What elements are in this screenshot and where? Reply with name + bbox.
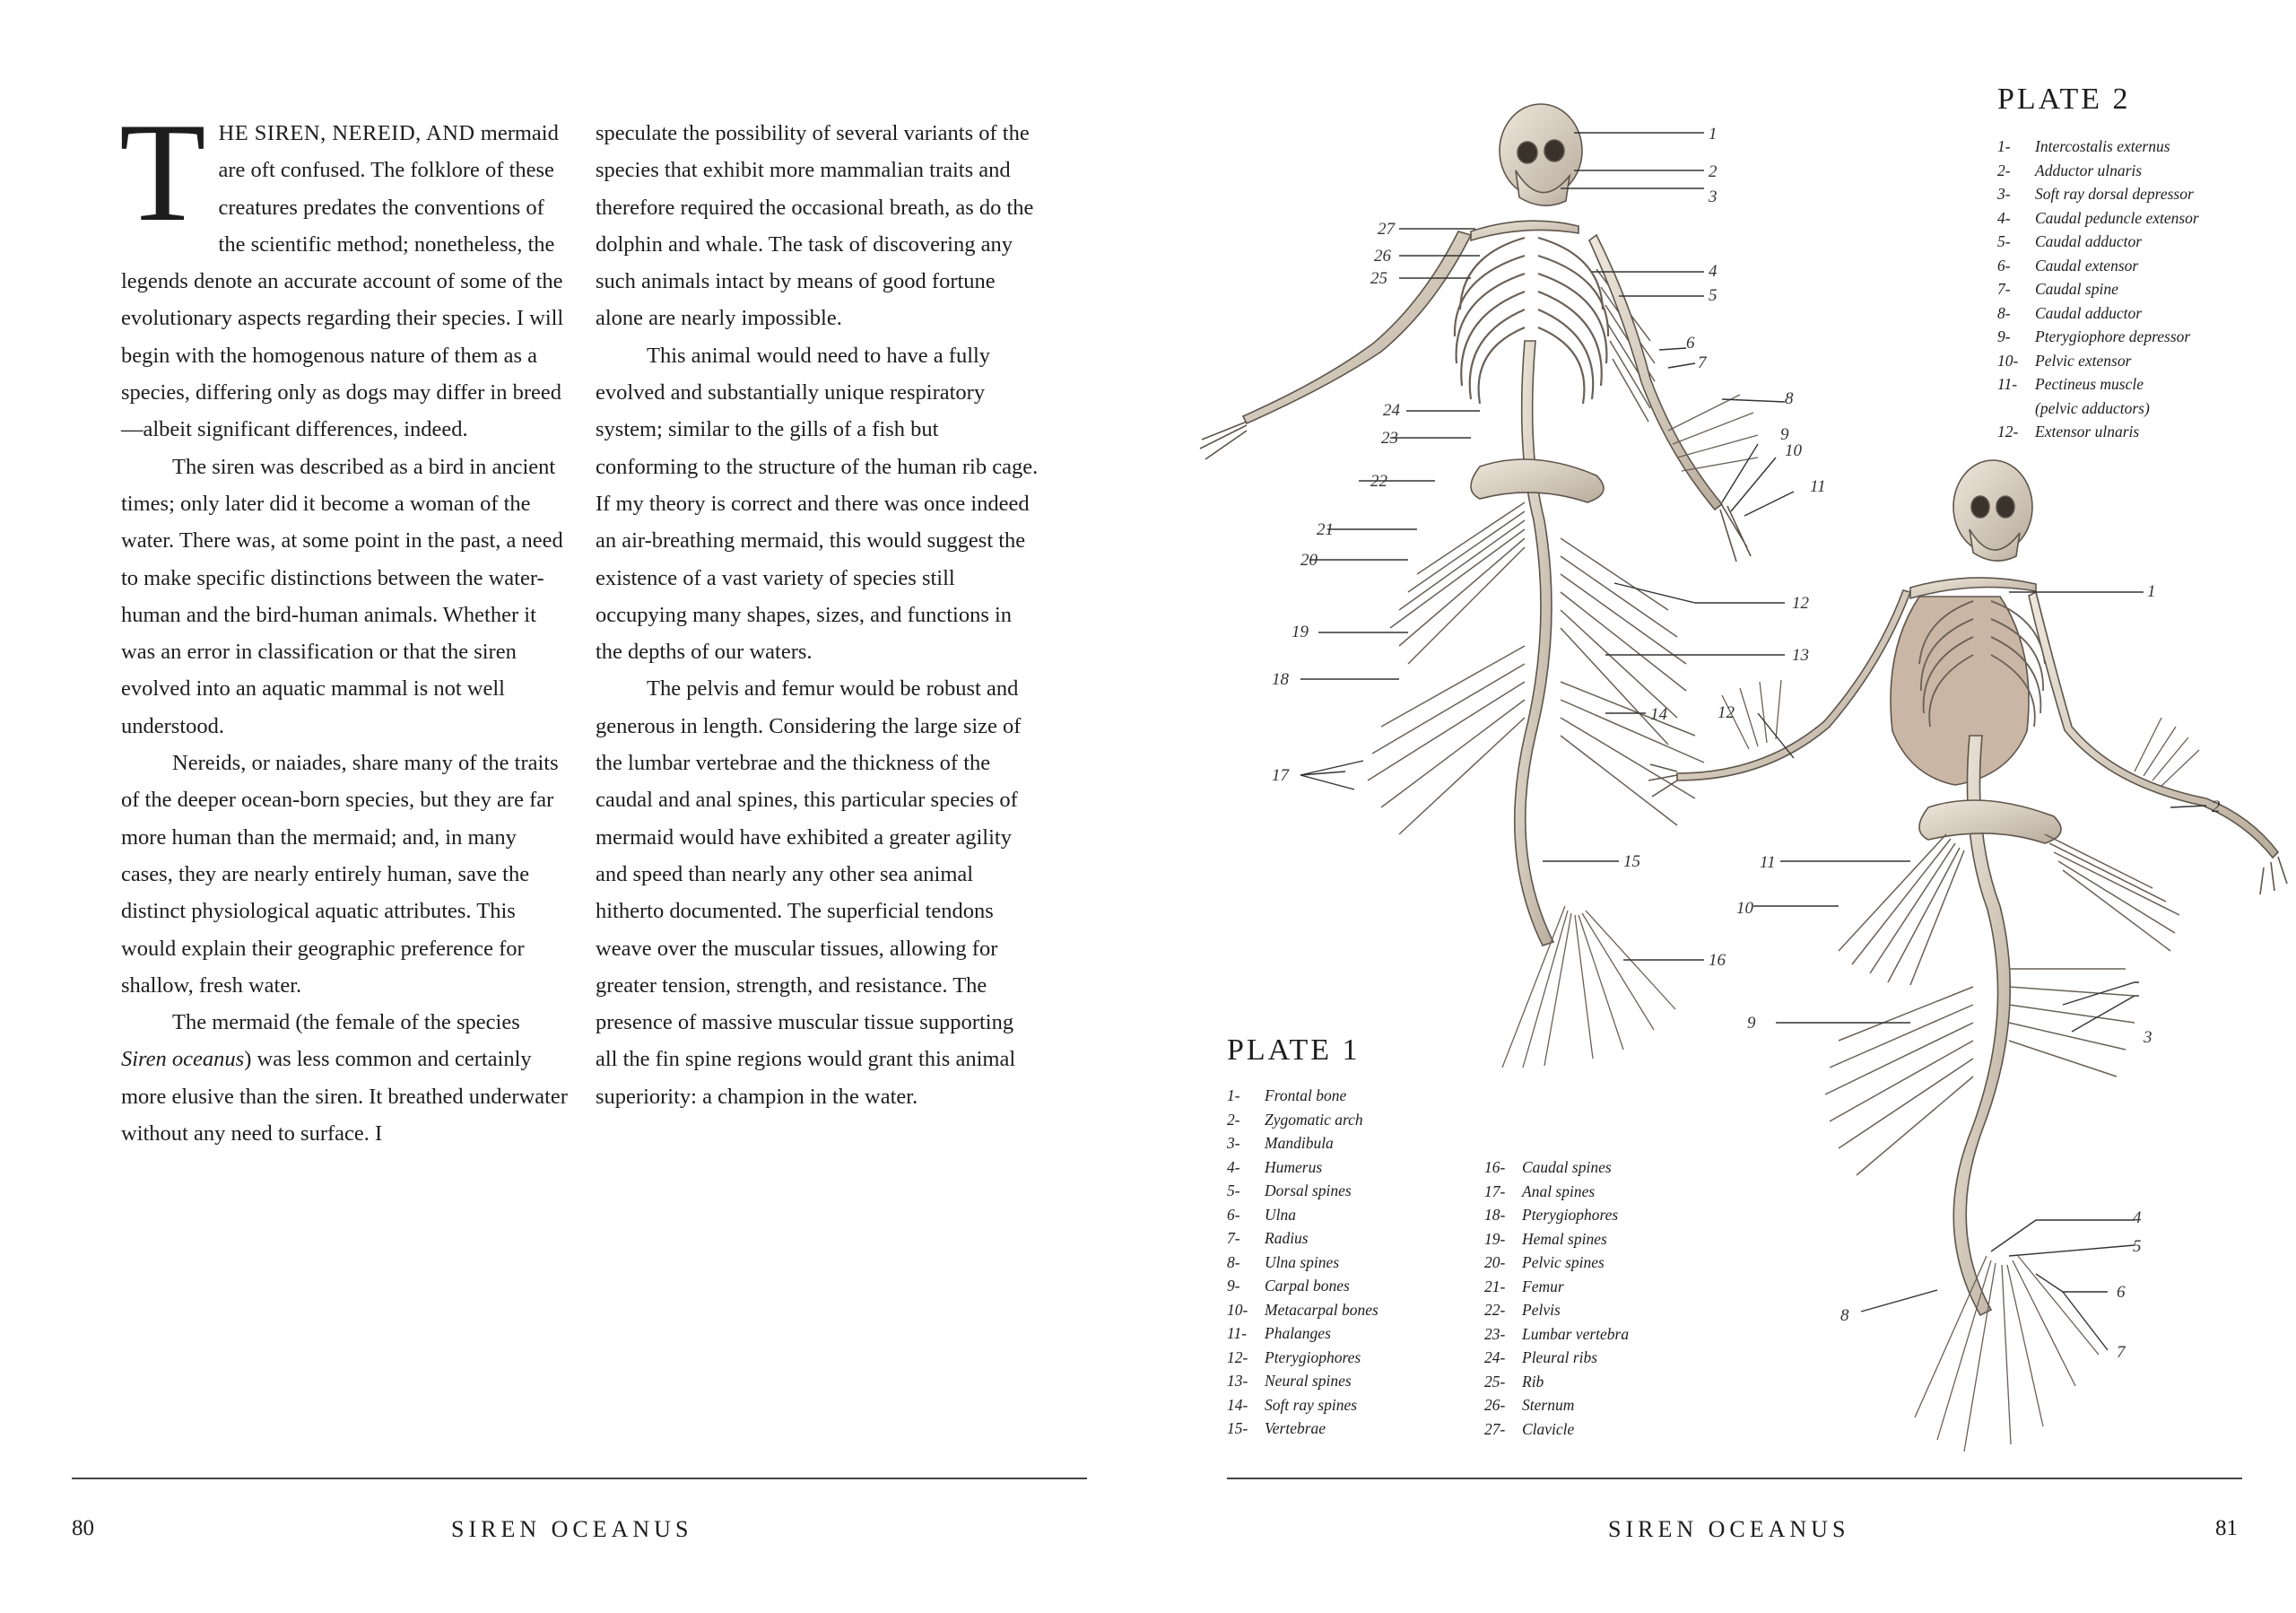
callout-15: 15 (1623, 852, 1640, 871)
callout-p2-7: 7 (2117, 1343, 2126, 1362)
legend-number: 2- (1227, 1110, 1240, 1129)
legend-label: Neural spines (1265, 1372, 1352, 1390)
left-running-head: SIREN OCEANUS (451, 1516, 693, 1542)
legend-number: 9- (1227, 1277, 1240, 1295)
legend-label: Caudal adductor (2035, 303, 2143, 322)
legend-number: 5- (1227, 1181, 1240, 1199)
plate1-title: PLATE 1 (1227, 1033, 1361, 1067)
drop-cap: T (119, 94, 206, 251)
legend-label: Pelvis (1522, 1301, 1561, 1319)
legend-row (1227, 1203, 1378, 1227)
legend-number: 20- (1484, 1253, 1506, 1271)
legend-label: Pterygiophores (1265, 1347, 1361, 1366)
legend-row (1997, 372, 2199, 397)
legend-row (1484, 1346, 1629, 1370)
callout-3: 3 (1709, 187, 1718, 206)
legend-label: Caudal extensor (2035, 256, 2139, 275)
legend-label: Caudal spine (2035, 280, 2118, 298)
legend-row (1227, 1393, 1378, 1417)
legend-label: Anal spines (1522, 1181, 1596, 1200)
callout-8: 8 (1785, 389, 1794, 408)
legend-label: Soft ray dorsal depressor (2035, 185, 2194, 203)
legend-label: Hemal spines (1522, 1229, 1607, 1248)
legend-label: Pelvic extensor (2035, 351, 2132, 370)
plate2-legend (1997, 135, 2199, 444)
legend-row (1997, 397, 2199, 421)
legend-row (1484, 1227, 1629, 1251)
callout-7: 7 (1698, 353, 1707, 372)
plate1-legend-b (1484, 1155, 1629, 1441)
paragraph: This animal would need to have a fully evolved and substantially unique respiratory system; similar to the gills of a fish but conforming to the structure of the human rib cage. If my theory is correct and there was once indeed an air-breathing mermaid, this would suggest the existence of a vast variety of species still occupying many shapes, sizes, and functions in the depths of our waters. (596, 343, 1039, 665)
legend-label: Pterygiophore depressor (2035, 327, 2191, 345)
legend-number: 27- (1484, 1419, 1506, 1438)
legend-number: 23- (1484, 1324, 1506, 1343)
lead-in: HE SIREN, NEREID, AND (218, 121, 475, 145)
callout-24: 24 (1383, 401, 1400, 420)
legend-number: 6- (1997, 256, 2011, 275)
callout-19: 19 (1292, 623, 1309, 641)
plate1-legend-a (1227, 1084, 1378, 1441)
legend-label: Extensor ulnaris (2035, 423, 2140, 440)
callout-21: 21 (1317, 520, 1334, 539)
callout-27: 27 (1378, 220, 1395, 239)
legend-row (1484, 1251, 1629, 1275)
legend-row (1484, 1417, 1629, 1442)
callout-p2-8: 8 (1840, 1306, 1849, 1325)
legend-row (1227, 1179, 1378, 1203)
left-footer-rule (72, 1478, 1087, 1479)
callout-p2-12: 12 (1718, 703, 1735, 722)
legend-label: Pleural ribs (1522, 1348, 1598, 1366)
legend-number: 4- (1227, 1157, 1240, 1176)
plate2-title: PLATE 2 (1997, 83, 2131, 116)
legend-label: Zygomatic arch (1265, 1110, 1363, 1129)
species-name: Siren oceanus (121, 1047, 245, 1072)
paragraph: The pelvis and femur would be robust and generous in length. Considering the large size of the lumbar vertebrae and the thickness of the caudal and anal spines, this particular species of mermaid would have exhibited a greater agility and speed than nearly any other sea animal hitherto documented. The superficial tendons weave over the muscular tissues, allowing for greater tension, strength, and resistance. The presence of massive muscular tissue supporting all the fin spine regions would grant this animal superiority: a champion in the water. (596, 676, 1022, 1109)
legend-number: 26- (1484, 1396, 1506, 1414)
callout-1: 1 (1709, 125, 1718, 144)
legend-number: 9- (1997, 327, 2011, 345)
callout-p2-4: 4 (2133, 1208, 2142, 1227)
paragraph-text: ) was less common and certainly more elusive than the siren. It breathed underwater without any need to surface. I (121, 1047, 568, 1147)
paragraph: The siren was described as a bird in ancient times; only later did it become a woman of the water. There was, at some point in the past, a need to make specific distinctions between the water-human and the bird-human animals. Whether it was an error in classification or that the siren evolved into an aquatic mammal is not well understood. (121, 454, 563, 738)
legend-label: Sternum (1522, 1396, 1575, 1414)
right-footer-rule (1227, 1478, 2242, 1479)
callout-p2-6: 6 (2117, 1283, 2126, 1302)
legend-number: 10- (1227, 1300, 1248, 1319)
callout-p2-9: 9 (1747, 1014, 1756, 1033)
callout-18: 18 (1272, 670, 1289, 689)
legend-label: Femur (1522, 1277, 1564, 1295)
legend-row (1484, 1370, 1629, 1394)
legend-number: 16- (1484, 1158, 1506, 1176)
legend-number: 8- (1227, 1252, 1240, 1271)
legend-row (1227, 1226, 1378, 1251)
legend-label: Carpal bones (1265, 1277, 1350, 1295)
callout-22: 22 (1370, 472, 1387, 491)
right-page-number: 81 (2215, 1516, 2238, 1540)
legend-number: 6- (1227, 1205, 1240, 1224)
legend-row (1997, 349, 2199, 373)
legend-number: 15- (1227, 1419, 1248, 1437)
callout-11: 11 (1810, 477, 1826, 496)
legend-number: 5- (1997, 232, 2011, 250)
legend-number: 14- (1227, 1395, 1248, 1414)
legend-label: Ulna spines (1265, 1252, 1340, 1271)
callout-20: 20 (1300, 551, 1318, 570)
legend-label: Lumbar vertebra (1522, 1324, 1630, 1343)
legend-number: 25- (1484, 1372, 1506, 1391)
legend-label: Caudal adductor (2035, 232, 2143, 250)
legend-number: 17- (1484, 1181, 1506, 1200)
legend-row (1484, 1322, 1629, 1347)
legend-label: Clavicle (1522, 1419, 1575, 1438)
legend-number: 11- (1997, 375, 2018, 393)
legend-row (1997, 206, 2199, 231)
legend-label: Mandibula (1265, 1134, 1334, 1152)
legend-row (1997, 159, 2199, 183)
legend-number: 7- (1227, 1229, 1240, 1247)
legend-row (1484, 1155, 1629, 1180)
legend-number: 18- (1484, 1206, 1506, 1224)
legend-number: 2- (1997, 161, 2011, 179)
left-page-number: 80 (72, 1516, 94, 1540)
right-running-head: SIREN OCEANUS (1608, 1516, 1850, 1542)
legend-number: 24- (1484, 1348, 1506, 1366)
callout-p2-3: 3 (2144, 1028, 2152, 1047)
legend-row (1227, 1417, 1378, 1441)
legend-row (1997, 230, 2199, 254)
legend-label: Rib (1522, 1372, 1544, 1391)
legend-label: Soft ray spines (1265, 1395, 1358, 1414)
legend-number: 7- (1997, 280, 2011, 298)
callout-25: 25 (1370, 269, 1387, 288)
legend-label: (pelvic adductors) (2035, 398, 2150, 417)
legend-label: Radius (1265, 1229, 1309, 1247)
callout-6: 6 (1686, 334, 1695, 353)
legend-row (1227, 1274, 1378, 1298)
paragraph-text: The mermaid (the female of the species (172, 1010, 520, 1035)
legend-row (1997, 135, 2199, 159)
callout-p2-11: 11 (1760, 853, 1776, 872)
legend-number: 10- (1997, 351, 2019, 370)
legend-number: 1- (1997, 137, 2011, 155)
paragraph: Nereids, or naiades, share many of the traits of the deeper ocean-born species, but they are far more human than the mermaid; and, in many cases, they are nearly entirely human, save the distinct physiological aquatic attributes. This would explain their geographic preference for shallow, fresh water. (121, 751, 559, 998)
legend-number: 11- (1227, 1324, 1248, 1342)
legend-label: Caudal peduncle extensor (2035, 208, 2199, 227)
legend-row (1484, 1203, 1629, 1227)
legend-row (1997, 254, 2199, 278)
legend-label: Pterygiophores (1522, 1206, 1619, 1224)
legend-number: 3- (1997, 185, 2011, 203)
legend-row (1227, 1346, 1378, 1370)
callout-17: 17 (1272, 766, 1289, 785)
legend-row (1484, 1180, 1629, 1204)
legend-row (1227, 1131, 1378, 1155)
legend-row (1227, 1155, 1378, 1180)
callout-p2-10: 10 (1736, 899, 1753, 918)
callout-2: 2 (1709, 162, 1718, 181)
legend-row (1227, 1251, 1378, 1275)
legend-label: Adductor ulnaris (2035, 161, 2143, 179)
legend-row (1997, 182, 2199, 206)
legend-row (1484, 1275, 1629, 1299)
callout-13: 13 (1792, 646, 1809, 665)
legend-row (1484, 1393, 1629, 1417)
callout-4: 4 (1709, 262, 1718, 281)
paragraph-text: mermaid are oft confused. The folklore of these creatures predates the conventions of the scientific method; nonetheless, the legends denote an accurate account of some of the evolutionary aspects regarding their species. I will begin with the homogenous nature of them as a species, differing only as dogs may differ in breed—albeit significant differences, indeed. (121, 121, 564, 442)
legend-label: Caudal spines (1522, 1158, 1612, 1176)
legend-label: Vertebrae (1265, 1419, 1326, 1437)
legend-row (1227, 1298, 1378, 1322)
legend-row (1484, 1298, 1629, 1322)
legend-number: 12- (1227, 1347, 1248, 1366)
callout-p2-2: 2 (2212, 798, 2221, 816)
legend-row (1997, 420, 2199, 444)
callout-p2-1: 1 (2147, 582, 2156, 601)
legend-number: 12- (1997, 423, 2019, 440)
callout-14: 14 (1650, 705, 1667, 724)
legend-label: Frontal bone (1265, 1086, 1347, 1104)
legend-row (1227, 1369, 1378, 1393)
legend-label: Phalanges (1265, 1324, 1331, 1342)
callout-9: 9 (1780, 425, 1789, 444)
callout-p2-5: 5 (2133, 1237, 2142, 1256)
legend-label: Ulna (1265, 1205, 1296, 1224)
legend-number: 1- (1227, 1086, 1240, 1104)
legend-number: 3- (1227, 1134, 1240, 1152)
legend-number: 21- (1484, 1277, 1506, 1295)
callout-10: 10 (1785, 441, 1802, 460)
legend-label: Pectineus muscle (2035, 375, 2144, 393)
callout-26: 26 (1374, 247, 1391, 266)
legend-label: Humerus (1265, 1157, 1323, 1176)
legend-row (1997, 301, 2199, 326)
legend-row (1997, 277, 2199, 301)
callout-5: 5 (1709, 286, 1718, 305)
legend-label: Pelvic spines (1522, 1253, 1605, 1271)
legend-row (1227, 1108, 1378, 1132)
legend-label: Dorsal spines (1265, 1181, 1352, 1199)
callout-23: 23 (1381, 429, 1398, 448)
legend-row (1227, 1321, 1378, 1346)
legend-number: 19- (1484, 1229, 1506, 1248)
callout-16: 16 (1709, 951, 1726, 970)
legend-row (1997, 325, 2199, 349)
plate2-skeleton (1648, 460, 2287, 1452)
legend-row (1227, 1084, 1378, 1108)
paragraph: speculate the possibility of several variants of the species that exhibit more mammalian traits and therefore required the occasional breath, as do the dolphin and whale. The task of discovering any such animals intact by means of good fortune alone are nearly impossible. (596, 121, 1034, 331)
legend-label: Intercostalis externus (2035, 137, 2170, 155)
callout-12: 12 (1792, 594, 1809, 613)
legend-number: 13- (1227, 1372, 1248, 1390)
plate1-skeleton (1200, 104, 1758, 1068)
legend-number: 22- (1484, 1301, 1506, 1319)
legend-number: 8- (1997, 303, 2011, 322)
legend-number: 4- (1997, 208, 2011, 227)
legend-label: Metacarpal bones (1265, 1300, 1378, 1319)
